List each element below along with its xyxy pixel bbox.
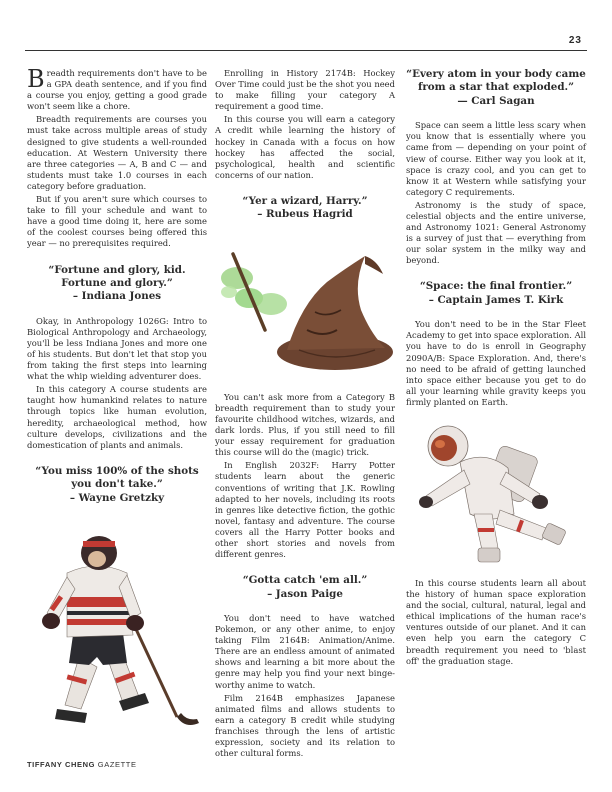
astronomy-paragraph-2: Astronomy is the study of space, celestial objects and the entire universe, and Astronomy 1021: General Astronomy is a survey of just that — everything from our solar system in the milky way and beyond. (406, 199, 586, 266)
pull-quote-carl-sagan (406, 68, 586, 108)
geography-paragraph-1: You don't need to be in the Star Fleet Academy to get into space exploration. All you have to do is enroll in Geography 2090A/B: Space Exploration. And, there's no need to be afraid of getting launched into space either because you get to do all your learning while gravity keeps you firmly planted on Earth. (406, 319, 586, 407)
history-paragraph-1: Enrolling in History 2174B: Hockey Over Time could just be the shot you need to make filling your category A requirement a good time. (215, 68, 395, 112)
page-number: 23 (568, 35, 582, 46)
quote-text: “Fortune and glory, kid. Fortune and glory.” (48, 263, 186, 289)
english-paragraph-1: You can't ask more from a Category B breadth requirement than to study your favourite childhood witches, wizards, and dark lords. Plus, if you still need to fill your essay requirement for graduation this course will do the (magic) trick. (215, 391, 395, 458)
pull-quote-jason-paige (215, 574, 395, 601)
quote-author: – Wayne Gretzky (69, 491, 165, 504)
footer-byline (27, 760, 137, 769)
astronaut-illustration (406, 410, 586, 570)
film-paragraph-2: Film 2164B emphasizes Japanese animated films and allows students to earn a category B credit while studying franchises through the lens of artistic expression, society and its relation to other cultural forms. (215, 692, 395, 759)
anthropology-paragraph-2: In this category A course students are taught how humankind relates to nature through topics like human evolution, heredity, archaeological method, how culture develops, civilizations and the domestication of plants and animals. (27, 384, 207, 450)
quote-author: — Carl Sagan (457, 94, 535, 107)
intro-paragraph-1: Breadth requirements don't have to be a GPA death sentence, and if you find a course you enjoy, getting a good grade won't seem like a chore. (27, 65, 207, 112)
quote-author: – Jason Paige (267, 587, 343, 600)
quote-text: “Gotta catch 'em all.” (242, 574, 368, 587)
english-paragraph-2: In English 2032F: Harry Potter students learn about the generic conventions of writing that J.K. Rowling adapted to her novels, including its roots in genres like detective fiction, the gothic novel, fantasy and adventure. The course covers all the Harry Potter books and other short stories and novels from different genres. (215, 460, 395, 560)
column-3 (406, 68, 586, 669)
quote-text: “You miss 100% of the shots you don't take.” (35, 464, 199, 491)
anthropology-paragraph-1: Okay, in Anthropology 1026G: Intro to Biological Anthropology and Archaeology, you'll be less Indiana Jones and more one of his students. But don't let that stop you from taking the first steps into learning what the whip wielding adventurer does. (27, 315, 207, 382)
column-2 (215, 68, 395, 761)
hockey-player-illustration (27, 517, 207, 742)
column-1 (27, 65, 207, 742)
author-name: TIFFANY CHENG (27, 760, 96, 769)
pull-quote-indiana-jones (27, 264, 207, 304)
intro-paragraph-3: But if you aren't sure which courses to take to fill your schedule and want to have a good time doing it, here are some of the coolest courses being offered this year — no prerequisites required. (27, 194, 207, 249)
intro-paragraph-2: Breadth requirements are courses you must take across multiple areas of study designed to give students a well-rounded education. At Western University there are three categories — A, B and C — and students must take 1.0 courses in each category before graduation. (27, 114, 207, 191)
history-paragraph-2: In this course you will earn a category A credit while learning the history of hockey in Canada with a focus on how hockey has affected the social, psychological, health and scientific concerns of our nation. (215, 114, 395, 180)
quote-text: “Every atom in your body came from a star that exploded.” (406, 68, 586, 94)
header-rule (25, 50, 587, 51)
publication-name: GAZETTE (97, 760, 137, 769)
drop-cap: B (27, 65, 45, 93)
geography-paragraph-2: In this course students learn all about the history of human space exploration and the social, cultural, natural, legal and ethical implications of the human race's ventures outside of our planet. And it can even help you earn the category C breadth requirement you need to 'blast off' the graduation stage. (406, 578, 586, 666)
astronomy-paragraph-1: Space can seem a little less scary when you know that is essentially where you came from — depending on your point of view of course. Either way you look at it, space is crazy cool, and you can get to know it at Western while satisfying your category C requirements. (406, 120, 586, 197)
film-paragraph-1: You don't need to have watched Pokemon, or any other anime, to enjoy taking Film 2164B: Animation/Anime. There are an endless amount of animated shows and learning a bit more about the genre may help you find your next binge-worthy anime to watch. (215, 612, 395, 690)
quote-author: – Rubeus Hagrid (257, 208, 353, 221)
quote-text: “Yer a wizard, Harry.” (242, 194, 368, 207)
pull-quote-james-kirk (406, 280, 586, 307)
pull-quote-rubeus-hagrid (215, 195, 395, 222)
pull-quote-wayne-gretzky (27, 465, 207, 505)
wizard-hat-illustration (215, 234, 395, 384)
quote-author: – Captain James T. Kirk (428, 293, 564, 306)
quote-author: – Indiana Jones (72, 290, 162, 303)
quote-text: “Space: the final frontier.” (419, 280, 573, 293)
